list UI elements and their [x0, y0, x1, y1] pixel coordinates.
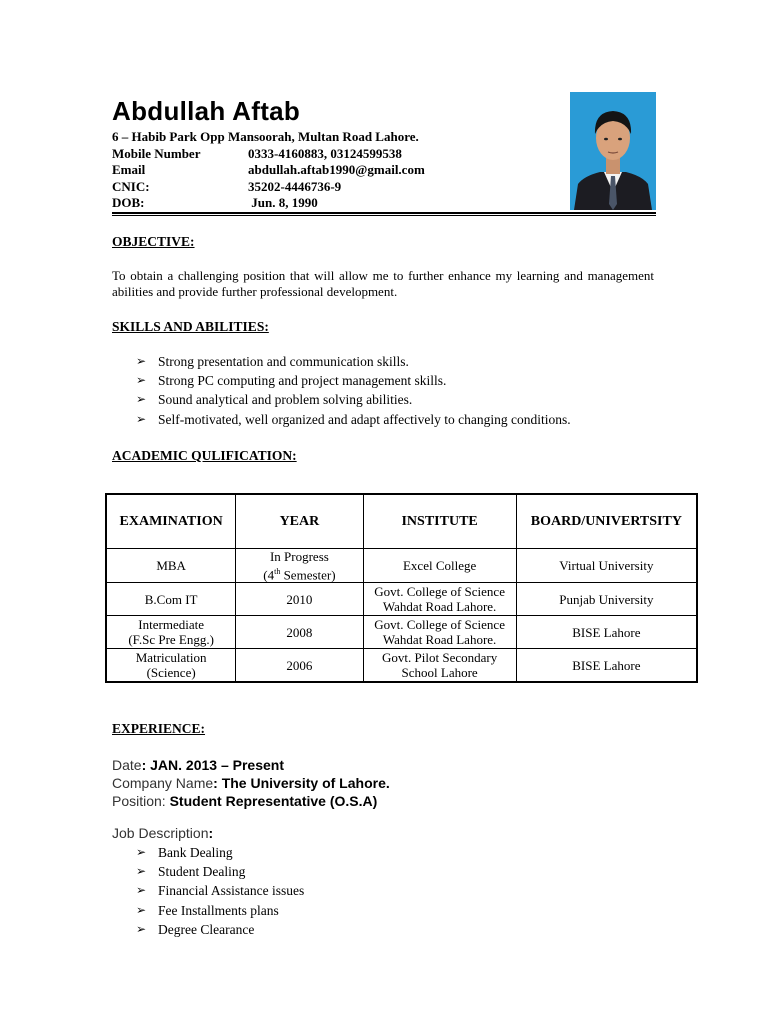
institute-cell [363, 649, 516, 683]
experience-date [112, 757, 284, 773]
academic-heading: ACADEMIC QULIFICATION: [112, 448, 297, 463]
exam-line: B.Com IT [144, 591, 198, 607]
exam-line: MBA [156, 558, 186, 574]
contact-value: Jun. 8, 1990 [248, 195, 318, 210]
institute-line: Wahdat Road Lahore. [382, 632, 497, 648]
list-item [134, 410, 571, 429]
duty-text: Bank Dealing [158, 845, 233, 860]
duty-text: Financial Assistance issues [158, 883, 305, 899]
list-item [134, 390, 571, 409]
institute-line: Govt. Pilot Secondary [382, 650, 498, 666]
contact-row-mobile [112, 146, 425, 163]
contact-value: abdullah.aftab1990@gmail.com [248, 162, 425, 177]
contact-value: 35202-4446736-9 [248, 178, 342, 194]
list-item [134, 862, 304, 881]
arrow-bullet-icon: ➢ [136, 902, 147, 917]
company-value: : The University of Lahore. [213, 775, 390, 791]
contact-row-dob [112, 195, 425, 212]
table-header-row [106, 494, 697, 549]
arrow-bullet-icon: ➢ [136, 411, 147, 426]
academic-table [105, 493, 698, 683]
skills-heading: SKILLS AND ABILITIES: [112, 319, 269, 334]
year-line: Semester) [280, 567, 336, 583]
institute-line: Govt. College of Science [374, 584, 505, 600]
year-cell: 2010 [236, 583, 363, 616]
institute-line: Govt. College of Science [374, 617, 505, 633]
resume-name: Abdullah Aftab [112, 96, 301, 126]
column-header: YEAR [236, 494, 363, 549]
list-item [134, 881, 304, 900]
profile-photo [570, 92, 656, 210]
table-row [106, 616, 697, 649]
contact-row-cnic [112, 179, 425, 196]
skill-text: Sound analytical and problem solving abilities. [158, 392, 413, 408]
year-cell: 2008 [236, 616, 363, 649]
date-value: : JAN. 2013 – Present [141, 757, 284, 773]
exam-cell [106, 583, 236, 616]
job-colon: : [208, 825, 214, 841]
institute-cell [363, 583, 516, 616]
contact-label: Mobile Number [112, 145, 201, 161]
header-divider-thin [112, 215, 656, 216]
year-superscript: th [274, 567, 281, 576]
column-header: BOARD/UNIVERTSITY [516, 494, 697, 549]
date-label: Date [112, 757, 142, 773]
duties-list [134, 843, 304, 939]
table-row [106, 549, 697, 583]
exam-cell [106, 616, 236, 649]
skill-text: Strong PC computing and project management skills. [158, 373, 447, 389]
company-label: Company Name [112, 775, 214, 791]
list-item [134, 920, 304, 939]
position-value: Student Representative (O.S.A) [165, 793, 378, 809]
address: 6 – Habib Park Opp Mansoorah, Multan Road Lahore. [112, 129, 419, 144]
arrow-bullet-icon: ➢ [136, 864, 147, 879]
year-line: In Progress [269, 549, 329, 564]
list-item [134, 843, 304, 862]
arrow-bullet-icon: ➢ [136, 883, 147, 898]
skill-text: Self-motivated, well organized and adapt affectively to changing conditions. [158, 411, 571, 427]
institute-line: School Lahore [401, 665, 478, 681]
table-row [106, 583, 697, 616]
experience-company [112, 775, 390, 791]
board-cell: Punjab University [516, 583, 697, 616]
year-line: (4 [263, 567, 275, 583]
table-row [106, 649, 697, 683]
arrow-bullet-icon: ➢ [136, 354, 147, 368]
institute-line: Excel College [402, 558, 477, 574]
list-item [134, 901, 304, 920]
contact-row-email [112, 162, 425, 179]
experience-position [112, 793, 377, 809]
objective-heading: OBJECTIVE: [112, 234, 195, 249]
contact-label: DOB: [112, 195, 145, 210]
contact-label: CNIC: [112, 178, 150, 194]
list-item [134, 371, 571, 390]
board-cell: BISE Lahore [516, 616, 697, 649]
job-description-label [112, 825, 213, 841]
skills-list [134, 352, 571, 429]
list-item [134, 352, 571, 371]
exam-line: (F.Sc Pre Engg.) [128, 632, 214, 648]
job-label: Job Description [112, 825, 209, 841]
institute-line: Wahdat Road Lahore. [382, 599, 497, 615]
duty-text: Degree Clearance [158, 921, 255, 937]
duty-text: Student Dealing [158, 864, 246, 880]
institute-cell [363, 616, 516, 649]
exam-cell [106, 549, 236, 583]
exam-line: (Science) [146, 665, 196, 681]
experience-heading: EXPERIENCE: [112, 721, 206, 736]
duty-text: Fee Installments plans [158, 902, 279, 918]
column-header: INSTITUTE [363, 494, 516, 549]
position-label: Position: [112, 793, 166, 809]
arrow-bullet-icon: ➢ [136, 921, 147, 936]
board-cell: Virtual University [516, 549, 697, 583]
arrow-bullet-icon: ➢ [136, 373, 147, 388]
exam-cell [106, 649, 236, 683]
year-cell: 2006 [236, 649, 363, 683]
contact-value: 0333-4160883, 03124599538 [248, 145, 402, 161]
exam-line: Intermediate [138, 617, 204, 633]
person-portrait-icon [570, 92, 656, 210]
exam-line: Matriculation [135, 650, 207, 666]
contact-block [112, 129, 425, 212]
arrow-bullet-icon: ➢ [136, 845, 147, 859]
board-cell: BISE Lahore [516, 649, 697, 683]
arrow-bullet-icon: ➢ [136, 392, 147, 407]
objective-text: To obtain a challenging position that will allow me to further enhance my learning and management abilities and provide further professional development. [112, 268, 654, 299]
header-divider [112, 212, 656, 214]
institute-cell [363, 549, 516, 583]
skill-text: Strong presentation and communication skills. [158, 354, 409, 369]
contact-label: Email [112, 162, 146, 177]
column-header: EXAMINATION [106, 494, 236, 549]
year-cell [236, 549, 363, 583]
